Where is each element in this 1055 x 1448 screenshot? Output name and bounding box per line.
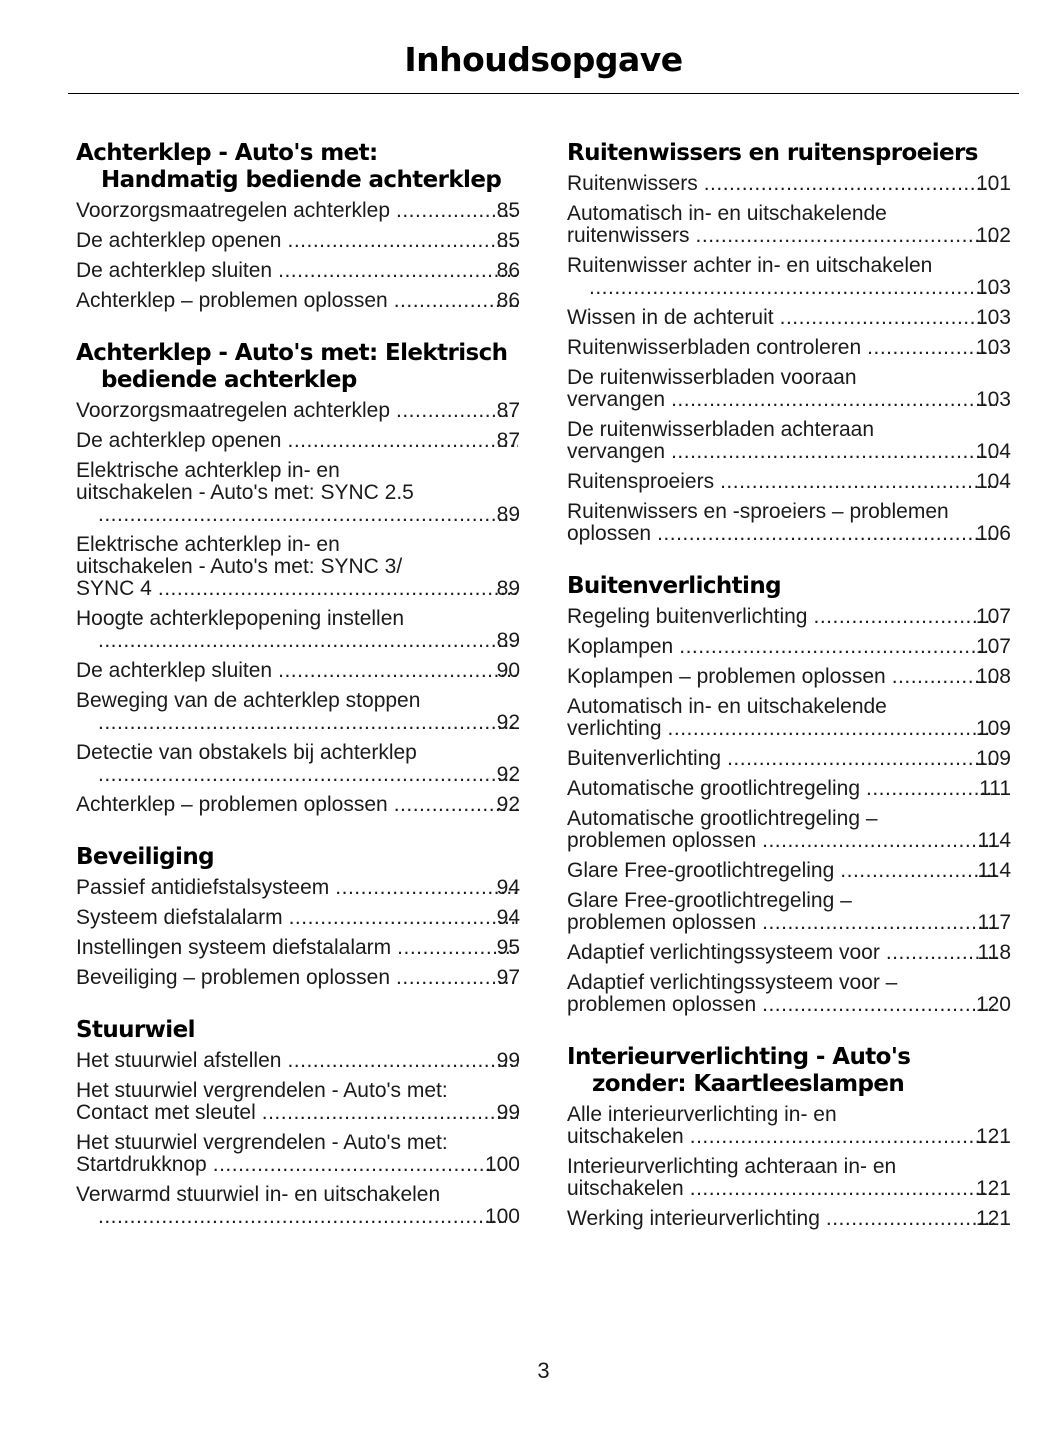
toc-entry-text: Verwarmd stuurwiel in- en uitschakelen: [76, 1183, 441, 1206]
toc-entry-text: Automatisch in- en uitschakelende: [567, 695, 887, 718]
toc-entry-text: Ruitenwisser achter in- en uitschakelen: [567, 254, 933, 277]
section-title: Buitenverlichting: [567, 573, 781, 599]
toc-page-number: 89: [496, 503, 520, 526]
toc-page-number: 111: [979, 777, 1011, 800]
toc-entry[interactable]: [76, 1184, 520, 1228]
toc-page-number: 94: [496, 876, 520, 899]
toc-page-number: 95: [496, 936, 520, 959]
toc-entry[interactable]: [76, 690, 520, 734]
toc-entry-text: uitschakelen: [567, 1177, 684, 1200]
toc-page-number: 86: [496, 259, 520, 282]
toc-page-number: 85: [496, 199, 520, 222]
toc-page-number: 104: [975, 470, 1011, 493]
dot-leader: [98, 504, 518, 526]
title-divider: [68, 93, 1019, 94]
toc-page-number: 99: [496, 1049, 520, 1072]
toc-section: [567, 573, 1011, 1016]
section-title: Achterklep - Auto's met: Elektrisch bediende achterklep: [76, 340, 508, 393]
toc-entry[interactable]: [76, 742, 520, 786]
toc-left-column: [76, 140, 520, 1256]
toc-entry[interactable]: [76, 794, 520, 816]
toc-entry-text: uitschakelen - Auto's met: SYNC 2.5: [76, 481, 414, 504]
page-number: 3: [537, 1358, 550, 1383]
toc-entry[interactable]: [567, 606, 1011, 628]
toc-entry-text: Koplampen – problemen oplossen: [567, 665, 886, 688]
toc-entry-text: oplossen: [567, 522, 652, 545]
toc-entry-text: Ruitenwissers en -sproeiers – problemen: [567, 500, 949, 523]
toc-entry[interactable]: [567, 501, 1011, 545]
dot-leader: [780, 307, 997, 329]
toc-entry-text: SYNC 4: [76, 577, 152, 600]
toc-entry[interactable]: [567, 337, 1011, 359]
toc-entry-text: Adaptief verlichtingssysteem voor –: [567, 971, 898, 994]
toc-page-number: 103: [975, 388, 1011, 411]
toc-entry[interactable]: [76, 937, 520, 959]
dot-leader: [704, 173, 997, 195]
toc-entry[interactable]: [567, 972, 1011, 1016]
toc-page-number: 107: [975, 635, 1011, 658]
toc-entry-text: Alle interieurverlichting in- en: [567, 1103, 837, 1126]
dot-leader: [98, 712, 518, 734]
toc-page-number: 100: [484, 1153, 520, 1176]
toc-entry[interactable]: [567, 636, 1011, 658]
toc-entry-text: Adaptief verlichtingssysteem voor: [567, 941, 880, 964]
toc-page-number: 89: [496, 629, 520, 652]
dot-leader: [826, 1208, 997, 1230]
dot-leader: [671, 389, 997, 411]
toc-entry[interactable]: [567, 696, 1011, 740]
toc-entry-text: De ruitenwisserbladen vooraan: [567, 366, 857, 389]
toc-page-number: 108: [975, 665, 1011, 688]
dot-leader: [690, 1178, 997, 1200]
toc-entry-text: Glare Free-grootlichtregeling: [567, 859, 835, 882]
toc-page-number: 107: [975, 605, 1011, 628]
toc-entry-text: Het stuurwiel vergrendelen - Auto's met:: [76, 1131, 448, 1154]
toc-entry-text: Instellingen systeem diefstalalarm: [76, 936, 392, 959]
toc-entry[interactable]: [76, 260, 520, 282]
toc-page-number: 121: [975, 1177, 1011, 1200]
dot-leader: [696, 225, 997, 247]
toc-entry[interactable]: [567, 173, 1011, 195]
toc-entry[interactable]: [567, 942, 1011, 964]
toc-page-number: 103: [975, 306, 1011, 329]
dot-leader: [762, 830, 998, 852]
dot-leader: [287, 230, 517, 252]
toc-entry-text: verlichting: [567, 717, 662, 740]
toc-entry-text: problemen oplossen: [567, 993, 757, 1016]
toc-entry-text: Elektrische achterklep in- en: [76, 533, 340, 556]
toc-entry-text: Elektrische achterklep in- en: [76, 459, 340, 482]
toc-entry[interactable]: [76, 290, 520, 312]
toc-entry[interactable]: [567, 419, 1011, 463]
section-title: Ruitenwissers en ruitensproeiers: [567, 140, 978, 166]
toc-entry-text: Systeem diefstalalarm: [76, 906, 283, 929]
toc-entry[interactable]: [76, 967, 520, 989]
dot-leader: [287, 430, 517, 452]
toc-entry-text: De achterklep openen: [76, 429, 282, 452]
toc-entry-text: Beveiliging – problemen oplossen: [76, 966, 391, 989]
toc-section: [76, 844, 520, 989]
toc-entry-text: Startdrukknop: [76, 1153, 207, 1176]
toc-entry[interactable]: [567, 778, 1011, 800]
toc-entry-text: Voorzorgsmaatregelen achterklep: [76, 399, 391, 422]
dot-leader: [289, 907, 518, 929]
dot-leader: [213, 1154, 506, 1176]
toc-entry[interactable]: [567, 748, 1011, 770]
toc-entry-text: Het stuurwiel vergrendelen - Auto's met:: [76, 1079, 448, 1102]
toc-entry-text: vervangen: [567, 388, 666, 411]
dot-leader: [668, 718, 997, 740]
dot-leader: [158, 578, 518, 600]
dot-leader: [335, 877, 517, 899]
page-title: Inhoudsopgave: [404, 40, 683, 79]
toc-entry-text: Hoogte achterklepopening instellen: [76, 607, 405, 630]
toc-page-number: 104: [975, 440, 1011, 463]
toc-entry-text: uitschakelen - Auto's met: SYNC 3/: [76, 555, 403, 578]
toc-page-number: 97: [496, 966, 520, 989]
dot-leader: [690, 1126, 997, 1148]
toc-entry[interactable]: [76, 1050, 520, 1072]
toc-entry[interactable]: [76, 460, 520, 526]
toc-entry[interactable]: [567, 1156, 1011, 1200]
toc-entry[interactable]: [76, 400, 520, 422]
dot-leader: [98, 1206, 506, 1228]
toc-page-number: 101: [975, 172, 1011, 195]
toc-page-number: 89: [496, 577, 520, 600]
toc-entry-text: Automatisch in- en uitschakelende: [567, 202, 887, 225]
toc-page-number: 99: [496, 1101, 520, 1124]
dot-leader: [657, 523, 997, 545]
dot-leader: [762, 994, 997, 1016]
toc-entry[interactable]: [76, 200, 520, 222]
toc-right-column: [567, 140, 1011, 1258]
dot-leader: [98, 764, 518, 786]
toc-entry-text: Automatische grootlichtregeling: [567, 777, 860, 800]
dot-leader: [727, 748, 997, 770]
toc-page-number: 106: [975, 522, 1011, 545]
toc-page-number: 114: [977, 829, 1011, 852]
toc-entry-text: Achterklep – problemen oplossen: [76, 793, 388, 816]
toc-page-number: 109: [975, 747, 1011, 770]
toc-entry-text: Regeling buitenverlichting: [567, 605, 808, 628]
toc-page-number: 120: [975, 993, 1011, 1016]
toc-entry[interactable]: [567, 307, 1011, 329]
toc-entry-text: Ruitensproeiers: [567, 470, 715, 493]
dot-leader: [287, 1050, 517, 1072]
dot-leader: [679, 636, 997, 658]
toc-entry-text: Contact met sleutel: [76, 1101, 256, 1124]
toc-entry[interactable]: [567, 860, 1011, 882]
toc-entry-text: problemen oplossen: [567, 829, 757, 852]
toc-entry-text: Passief antidiefstalsysteem: [76, 876, 330, 899]
toc-entry[interactable]: [567, 1104, 1011, 1148]
dot-leader: [98, 630, 518, 652]
toc-page-number: 102: [975, 224, 1011, 247]
toc-entry-text: Achterklep – problemen oplossen: [76, 289, 388, 312]
toc-entry[interactable]: [76, 1080, 520, 1124]
toc-entry[interactable]: [567, 808, 1011, 852]
toc-page-number: 118: [977, 941, 1011, 964]
toc-entry-text: Voorzorgsmaatregelen achterklep: [76, 199, 391, 222]
toc-entry-text: Automatische grootlichtregeling –: [567, 807, 878, 830]
toc-entry-text: Ruitenwissers: [567, 172, 698, 195]
toc-entry-text: Het stuurwiel afstellen: [76, 1049, 282, 1072]
toc-entry[interactable]: [567, 666, 1011, 688]
toc-page-number: 86: [496, 289, 520, 312]
toc-section: [567, 1044, 1011, 1230]
section-title: Stuurwiel: [76, 1017, 195, 1043]
toc-entry-text: ruitenwissers: [567, 224, 690, 247]
toc-entry-text: Detectie van obstakels bij achterklep: [76, 741, 417, 764]
toc-section: [76, 340, 520, 816]
toc-entry[interactable]: [567, 471, 1011, 493]
toc-entry-text: Ruitenwisserbladen controleren: [567, 336, 862, 359]
toc-entry-text: vervangen: [567, 440, 666, 463]
section-title: Beveiliging: [76, 844, 214, 870]
dot-leader: [671, 441, 997, 463]
toc-entry-text: De ruitenwisserbladen achteraan: [567, 418, 875, 441]
toc-entry[interactable]: [76, 230, 520, 252]
toc-page-number: 114: [977, 859, 1011, 882]
dot-leader: [262, 1102, 518, 1124]
toc-page-number: 87: [496, 429, 520, 452]
toc-entry-text: Koplampen: [567, 635, 674, 658]
toc-entry-text: De achterklep sluiten: [76, 259, 273, 282]
toc-page-number: 92: [496, 793, 520, 816]
toc-entry[interactable]: [76, 430, 520, 452]
toc-entry-text: Interieurverlichting achteraan in- en: [567, 1155, 897, 1178]
toc-entry-text: Wissen in de achteruit: [567, 306, 774, 329]
section-title: Achterklep - Auto's met: Handmatig bediende achterklep: [76, 140, 502, 193]
toc-entry-text: Beweging van de achterklep stoppen: [76, 689, 421, 712]
toc-page-number: 100: [484, 1205, 520, 1228]
dot-leader: [278, 260, 518, 282]
toc-entry[interactable]: [567, 890, 1011, 934]
toc-page-number: 109: [975, 717, 1011, 740]
dot-leader: [720, 471, 997, 493]
toc-entry-text: problemen oplossen: [567, 911, 757, 934]
toc-entry-text: Buitenverlichting: [567, 747, 722, 770]
toc-entry[interactable]: [76, 534, 520, 600]
toc-entry-text: De achterklep sluiten: [76, 659, 273, 682]
toc-entry[interactable]: [76, 907, 520, 929]
toc-page-number: 117: [977, 911, 1011, 934]
toc-entry[interactable]: [567, 367, 1011, 411]
dot-leader: [589, 277, 997, 299]
toc-entry[interactable]: [567, 255, 1011, 299]
section-title: Interieurverlichting - Auto's zonder: Kaartleeslampen: [567, 1044, 911, 1097]
toc-entry-text: uitschakelen: [567, 1125, 684, 1148]
dot-leader: [840, 860, 998, 882]
toc-entry-text: Glare Free-grootlichtregeling –: [567, 889, 852, 912]
toc-page-number: 92: [496, 763, 520, 786]
toc-page-number: 92: [496, 711, 520, 734]
toc-entry-text: Werking interieurverlichting: [567, 1207, 820, 1230]
toc-page-number: 94: [496, 906, 520, 929]
dot-leader: [814, 606, 997, 628]
toc-section: [76, 1017, 520, 1228]
toc-page-number: 103: [975, 336, 1011, 359]
toc-page-number: 103: [975, 276, 1011, 299]
toc-page-number: 85: [496, 229, 520, 252]
toc-entry[interactable]: [76, 660, 520, 682]
toc-entry[interactable]: [76, 608, 520, 652]
toc-section: [567, 140, 1011, 545]
dot-leader: [278, 660, 518, 682]
toc-entry[interactable]: [76, 1132, 520, 1176]
toc-entry[interactable]: [567, 1208, 1011, 1230]
toc-page-number: 87: [496, 399, 520, 422]
toc-page-number: 121: [975, 1125, 1011, 1148]
dot-leader: [762, 912, 998, 934]
toc-page-number: 90: [496, 659, 520, 682]
toc-entry[interactable]: [76, 877, 520, 899]
toc-entry[interactable]: [567, 203, 1011, 247]
toc-entry-text: De achterklep openen: [76, 229, 282, 252]
toc-section: [76, 140, 520, 312]
toc-page-number: 121: [975, 1207, 1011, 1230]
